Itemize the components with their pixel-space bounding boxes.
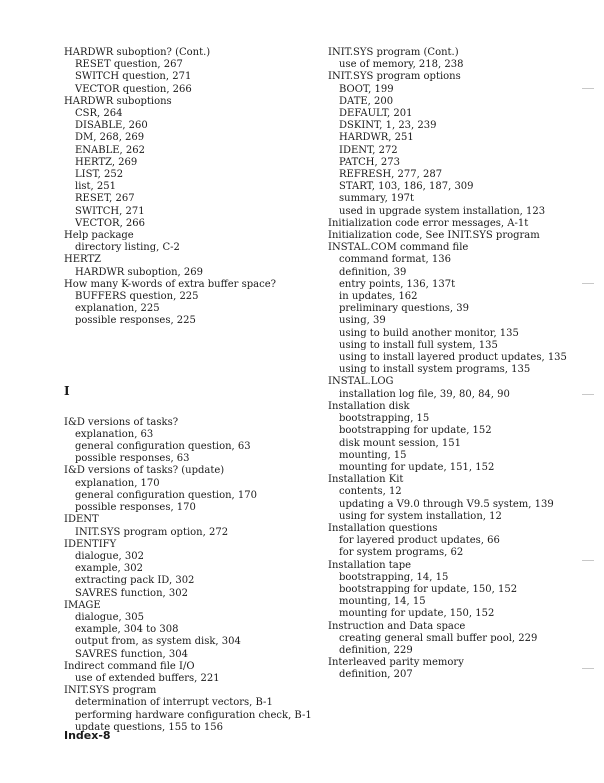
index-entry: Initialization code, See INIT.SYS program: [328, 230, 540, 242]
index-subentry: mounting for update, 150, 152: [339, 608, 495, 620]
index-subentry: list, 251: [75, 181, 116, 193]
index-subentry: SWITCH, 271: [75, 205, 145, 217]
index-subentry: update questions, 155 to 156: [75, 721, 223, 733]
index-entry: IDENTIFY: [64, 538, 117, 550]
index-subentry: DM, 268, 269: [75, 132, 145, 144]
index-entry: INIT.SYS program (Cont.): [328, 47, 459, 58]
section-letter: I: [64, 383, 70, 398]
index-entry: Instruction and Data space: [328, 620, 466, 632]
index-subentry: contents, 12: [339, 486, 402, 498]
margin-mark: [582, 283, 594, 284]
index-subentry: directory listing, C-2: [75, 242, 180, 254]
index-subentry: LIST, 252: [75, 169, 124, 181]
index-subentry: in updates, 162: [339, 291, 418, 303]
left-column: [64, 47, 314, 734]
index-entry: Interleaved parity memory: [328, 657, 464, 669]
index-subentry: summary, 197t: [339, 193, 415, 205]
index-entry: How many K-words of extra buffer space?: [64, 278, 276, 290]
index-subentry: mounting for update, 151, 152: [339, 461, 495, 473]
index-entry: INSTAL.LOG: [328, 376, 394, 388]
index-subentry: DATE, 200: [339, 95, 394, 107]
index-subentry: dialogue, 305: [75, 611, 144, 623]
index-subentry: VECTOR, 266: [75, 217, 146, 229]
index-subentry: DEFAULT, 201: [339, 108, 413, 120]
index-subentry: SAVRES function, 304: [75, 648, 188, 660]
index-subentry: INIT.SYS program option, 272: [75, 526, 229, 538]
index-subentry: SAVRES function, 302: [75, 587, 188, 599]
index-entry: HARDWR suboptions: [64, 95, 172, 107]
index-entry: HERTZ: [64, 254, 101, 266]
left-entries-part1: [64, 47, 314, 328]
index-subentry: updating a V9.0 through V9.5 system, 139: [339, 498, 554, 510]
index-subentry: mounting, 14, 15: [339, 596, 426, 608]
index-subentry: HERTZ, 269: [75, 156, 138, 168]
index-subentry: used in upgrade system installation, 123: [339, 205, 546, 217]
index-subentry: creating general small buffer pool, 229: [339, 632, 538, 644]
index-subentry: entry points, 136, 137t: [339, 278, 456, 290]
index-entry: Initialization code error messages, A-1t: [328, 217, 529, 229]
index-entry: I&D versions of tasks? (update): [64, 465, 225, 477]
left-entries-part2: [64, 417, 314, 734]
index-subentry: using to build another monitor, 135: [339, 327, 519, 339]
margin-mark: [582, 394, 594, 395]
index-entry: IDENT: [64, 514, 99, 526]
index-subentry: explanation, 63: [75, 428, 154, 440]
index-subentry: DISABLE, 260: [75, 120, 148, 132]
margin-mark: [582, 88, 594, 89]
margin-mark: [582, 668, 594, 669]
index-subentry: START, 103, 186, 187, 309: [339, 181, 474, 193]
index-subentry: dialogue, 302: [75, 550, 144, 562]
index-subentry: using to install full system, 135: [339, 339, 498, 351]
index-subentry: explanation, 225: [75, 303, 160, 315]
index-subentry: use of extended buffers, 221: [75, 672, 220, 684]
index-subentry: preliminary questions, 39: [339, 303, 469, 315]
index-subentry: REFRESH, 277, 287: [339, 169, 443, 181]
index-subentry: for system programs, 62: [339, 547, 464, 559]
index-subentry: output from, as system disk, 304: [75, 636, 241, 648]
index-subentry: IDENT, 272: [339, 144, 398, 156]
index-subentry: RESET, 267: [75, 193, 135, 205]
index-subentry: example, 302: [75, 563, 143, 575]
index-subentry: bootstrapping, 15: [339, 413, 430, 425]
index-entry: Installation disk: [328, 400, 410, 412]
index-entry: Help package: [64, 230, 134, 242]
index-subentry: bootstrapping for update, 150, 152: [339, 583, 518, 595]
index-subentry: general configuration question, 63: [75, 441, 251, 453]
index-entry: Indirect command file I/O: [64, 660, 195, 672]
index-subentry: determination of interrupt vectors, B-1: [75, 697, 273, 709]
index-subentry: HARDWR suboption, 269: [75, 266, 203, 278]
index-entry: INSTAL.COM command file: [328, 242, 469, 254]
index-subentry: general configuration question, 170: [75, 489, 257, 501]
index-subentry: explanation, 170: [75, 477, 160, 489]
right-entries: [328, 47, 588, 682]
index-subentry: using, 39: [339, 315, 386, 327]
right-column: [328, 47, 588, 682]
index-subentry: HARDWR, 251: [339, 132, 414, 144]
index-subentry: BOOT, 199: [339, 83, 394, 95]
index-subentry: use of memory, 218, 238: [339, 59, 464, 71]
page-footer: Index-8: [64, 729, 111, 742]
index-subentry: SWITCH question, 271: [75, 71, 192, 83]
index-subentry: installation log file, 39, 80, 84, 90: [339, 388, 510, 400]
index-subentry: example, 304 to 308: [75, 624, 179, 636]
index-entry: Installation questions: [328, 522, 438, 534]
index-subentry: ENABLE, 262: [75, 144, 146, 156]
index-subentry: disk mount session, 151: [339, 437, 461, 449]
index-subentry: RESET question, 267: [75, 59, 183, 71]
index-entry: INIT.SYS program: [64, 685, 157, 697]
index-subentry: bootstrapping for update, 152: [339, 425, 492, 437]
index-subentry: using to install system programs, 135: [339, 364, 531, 376]
index-subentry: definition, 207: [339, 669, 413, 681]
index-subentry: definition, 39: [339, 266, 407, 278]
index-subentry: PATCH, 273: [339, 156, 400, 168]
index-subentry: possible responses, 170: [75, 502, 196, 514]
index-entry: INIT.SYS program options: [328, 71, 461, 83]
index-subentry: BUFFERS question, 225: [75, 291, 199, 303]
index-subentry: possible responses, 225: [75, 315, 196, 327]
index-entry: Installation Kit: [328, 474, 404, 486]
margin-mark: [582, 560, 594, 561]
index-entry: Installation tape: [328, 559, 412, 571]
index-subentry: command format, 136: [339, 254, 451, 266]
index-subentry: performing hardware configuration check, B-1: [75, 709, 312, 721]
index-subentry: bootstrapping, 14, 15: [339, 571, 449, 583]
index-entry: IMAGE: [64, 599, 101, 611]
index-subentry: CSR, 264: [75, 108, 123, 120]
index-entry: HARDWR suboption? (Cont.): [64, 47, 211, 58]
index-subentry: using for system installation, 12: [339, 510, 502, 522]
index-subentry: extracting pack ID, 302: [75, 575, 195, 587]
index-subentry: VECTOR question, 266: [75, 83, 192, 95]
index-subentry: for layered product updates, 66: [339, 535, 500, 547]
index-subentry: using to install layered product updates, 135: [339, 352, 567, 364]
index-entry: I&D versions of tasks?: [64, 416, 179, 428]
index-subentry: mounting, 15: [339, 449, 407, 461]
index-subentry: possible responses, 63: [75, 453, 190, 465]
index-subentry: DSKINT, 1, 23, 239: [339, 120, 437, 132]
index-subentry: definition, 229: [339, 644, 413, 656]
